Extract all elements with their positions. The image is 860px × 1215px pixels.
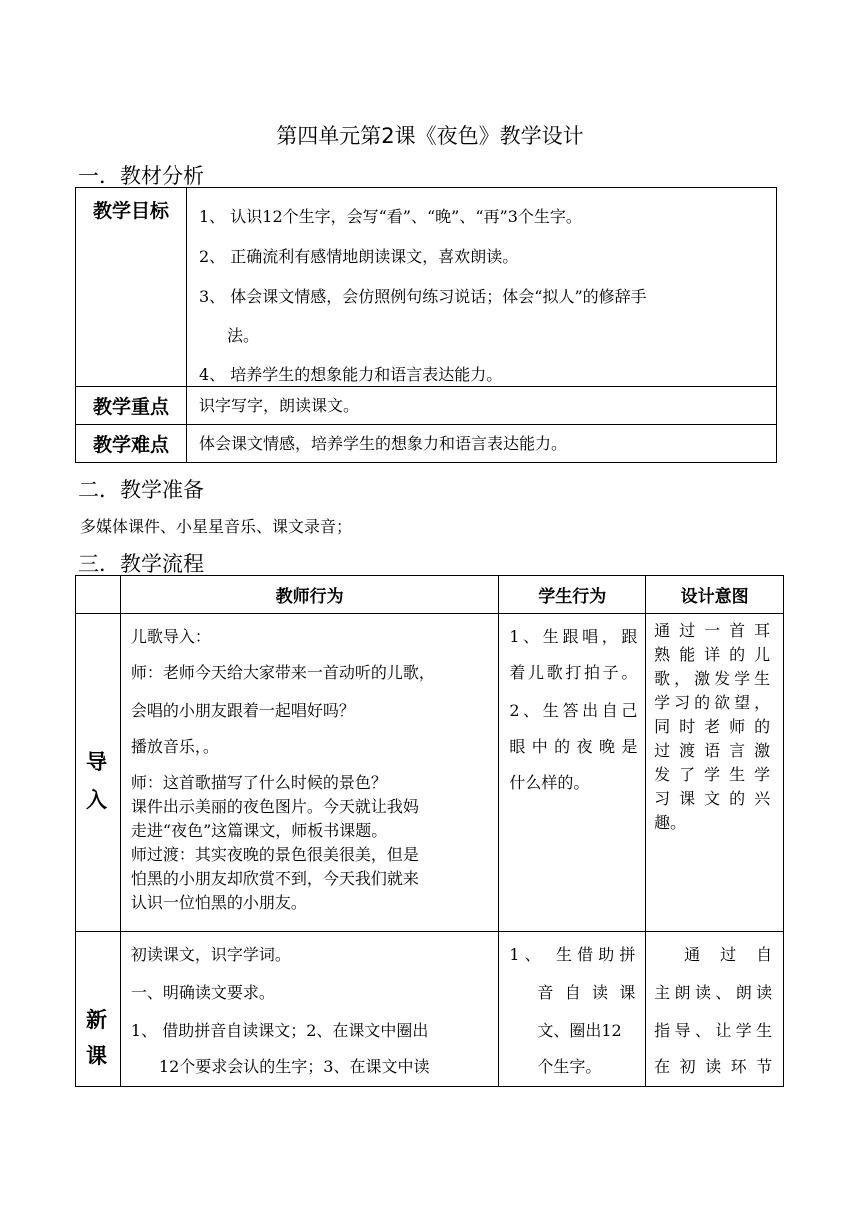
teacher-line: 一、明确读文要求。 [130, 983, 275, 1002]
teacher-line: 认识一位怕黑的小朋友。 [130, 893, 307, 912]
student-line: 1、生跟唱，跟 [509, 627, 638, 646]
design-line: 习课文的兴 [654, 789, 771, 808]
preparation-text: 多媒体课件、小星星音乐、课文录音； [80, 517, 353, 536]
teacher-line: 师过渡：其实夜晚的景色很美很美，但是 [130, 845, 419, 864]
student-line: 个生字。 [537, 1057, 602, 1076]
teacher-line: 12个要求会认的生字；3、在课文中读 [158, 1057, 430, 1076]
student-line: 音自读课 [537, 983, 636, 1002]
design-line: 通过自 [684, 945, 773, 964]
student-cell [499, 614, 646, 932]
student-line: 2、生答出自己 [509, 701, 638, 720]
teacher-line: 课件出示美丽的夜色图片。今天就让我妈 [130, 797, 419, 816]
student-line: 文、圈出12 [537, 1021, 622, 1040]
stage-label: 导 [86, 750, 107, 774]
teacher-line: 师：老师今天给大家带来一首动听的儿歌， [130, 663, 435, 682]
header-teacher: 教师行为 [120, 576, 498, 614]
teacher-line: 师：这首歌描写了什么时候的景色？ [130, 773, 387, 792]
key-points-text: 识字写字，朗读课文。 [187, 387, 777, 425]
teacher-line: 走进“夜色”这篇课文，师板书课题。 [130, 821, 388, 840]
teacher-line: 初读课文，识字学词。 [130, 945, 291, 964]
label-key-points: 教学重点 [76, 387, 187, 425]
stage-label: 课 [86, 1044, 107, 1068]
student-cell [499, 932, 646, 1087]
section-heading-process: 三．教学流程 [78, 552, 204, 576]
analysis-table [75, 187, 777, 463]
teacher-line: 会唱的小朋友跟着一起唱好吗？ [130, 701, 355, 720]
student-line: 眼中的夜晚是 [509, 737, 638, 756]
goal-item: 2、 正确流利有感情地朗读课文，喜欢朗读。 [199, 247, 519, 266]
teacher-line: 怕黑的小朋友却欣赏不到，今天我们就来 [130, 869, 419, 888]
design-line: 熟能详的儿 [654, 645, 771, 664]
design-line: 歌，激发学生 [654, 669, 771, 688]
design-line: 同时老师的 [654, 717, 771, 736]
design-line: 在初读环节 [654, 1057, 773, 1076]
design-cell [646, 932, 784, 1087]
design-line: 发了学生学 [654, 765, 771, 784]
header-design: 设计意图 [646, 576, 784, 614]
design-line: 通过一首耳 [654, 621, 771, 640]
student-line: 着儿歌打拍子。 [509, 663, 638, 682]
process-table [75, 575, 784, 1087]
teacher-cell [120, 614, 498, 932]
design-line: 学习的欲望， [654, 693, 771, 712]
teacher-cell [120, 932, 498, 1087]
section-heading-preparation: 二．教学准备 [78, 478, 204, 502]
goals-cell [187, 188, 777, 387]
design-line: 主朗读、朗读 [654, 983, 773, 1002]
student-line: 1、 生借助拼 [509, 945, 636, 964]
stage-label: 新 [86, 1008, 107, 1032]
goal-item: 4、 培养学生的想象能力和语言表达能力。 [199, 365, 503, 384]
teacher-line: 1、 借助拼音自读课文；2、在课文中圈出 [130, 1021, 429, 1040]
design-line: 趣。 [654, 813, 687, 832]
label-goals: 教学目标 [92, 199, 169, 222]
goal-item: 3、 体会课文情感，会仿照例句练习说话；体会“拟人”的修辞手 [199, 287, 647, 306]
section-heading-analysis: 一．教材分析 [78, 164, 204, 188]
design-line: 指导、让学生 [654, 1021, 773, 1040]
stage-label: 入 [86, 788, 107, 812]
student-line: 什么样的。 [509, 773, 590, 792]
difficulties-text: 体会课文情感，培养学生的想象力和语言表达能力。 [187, 425, 777, 463]
page-title: 第四单元第2课《夜色》教学设计 [276, 124, 584, 148]
goal-item: 法。 [227, 326, 260, 345]
header-student: 学生行为 [499, 576, 646, 614]
design-cell [646, 614, 784, 932]
label-difficulties: 教学难点 [76, 425, 187, 463]
teacher-line: 播放音乐，。 [130, 737, 219, 756]
teacher-line: 儿歌导入： [130, 627, 211, 646]
goal-item: 1、 认识12个生字，会写“看”、“晚”、“再”3个生字。 [199, 207, 582, 226]
design-line: 过渡语言激 [654, 741, 771, 760]
